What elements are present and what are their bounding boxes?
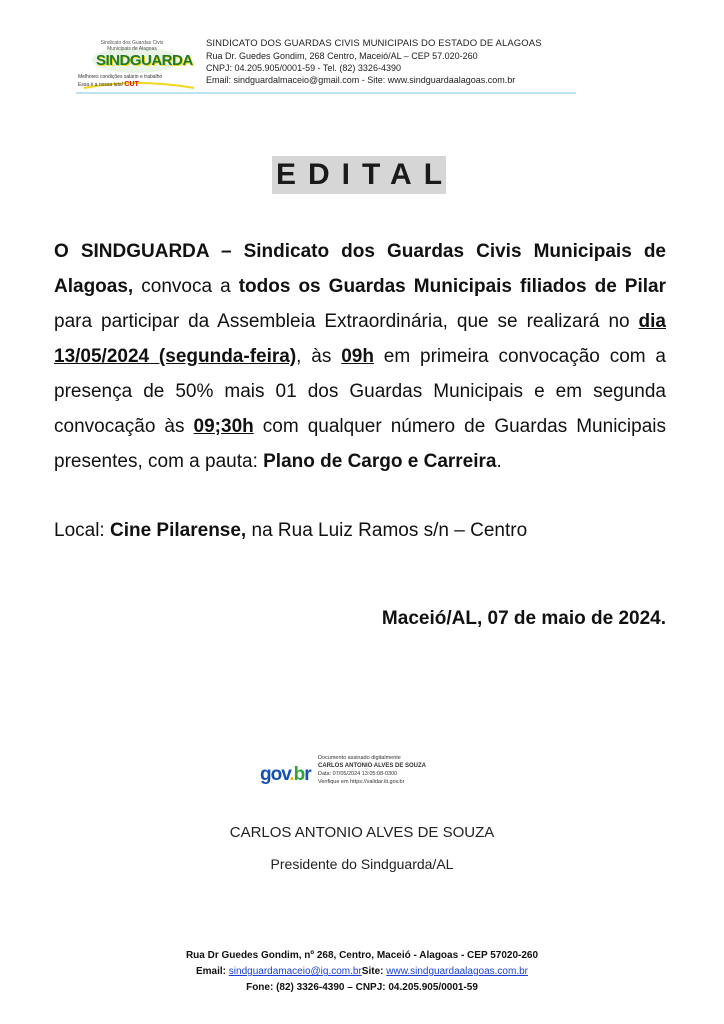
logo-slogan (78, 74, 198, 89)
logo-top-text: Sindicato dos Guardas Civis Municipais de Alagoas (100, 40, 164, 52)
body-text-c: , às (296, 346, 342, 367)
footer-site-link[interactable]: www.sindguardaalagoas.com.br (386, 966, 528, 977)
body-text-e: com qualquer número de Guardas Municipais presentes, com a pauta: (54, 416, 666, 472)
signature-date: Data: 07/05/2024 13:05:08-0300 (318, 771, 398, 777)
footer (0, 948, 724, 996)
body-text-b: para participar da Assembleia Extraordinária, que se realizará no (54, 311, 639, 332)
body-org: O SINDGUARDA – Sindicato dos Guardas Civis Municipais de Alagoas, (54, 241, 666, 297)
dateline: Maceió/AL, 07 de maio de 2024. (381, 608, 666, 629)
govbr-logo: gov.br (260, 764, 311, 785)
letterhead (76, 34, 586, 96)
footer-address: Rua Dr Guedes Gondim, nº 268, Centro, Maceió - Alagoas - CEP 57020-260 (185, 950, 539, 961)
signature-verify-link[interactable]: Verifique em https://validar.iti.gov.br (318, 779, 405, 785)
letterhead-divider (76, 92, 576, 94)
agenda: Plano de Cargo e Carreira (263, 451, 497, 472)
location-label: Local: (54, 520, 110, 541)
signature-signer: CARLOS ANTONIO ALVES DE SOUZA (318, 763, 427, 769)
footer-contact: Email: sindguardamaceio@ig.com.brSite: www.sindguardaalagoas.com.br (196, 966, 528, 977)
logo-slogan-line2: Essa é a nossa luta! CUT (78, 81, 139, 88)
body-text-end: . (496, 451, 502, 472)
body-text-d: em primeira convocação com a presença de 50% mais 01 dos Guardas Municipais e em segunda convocação às (54, 346, 666, 437)
location-place: Cine Pilarense, (109, 520, 247, 541)
letterhead-address: Rua Dr. Guedes Gondim, 268 Centro, Maceió/AL – CEP 57.020-260 (206, 51, 478, 61)
meeting-date: dia 13/05/2024 (segunda-feira) (54, 311, 666, 367)
first-call-time: 09h (341, 346, 374, 367)
signer-name: CARLOS ANTONIO ALVES DE SOUZA (229, 824, 495, 841)
letterhead-text (206, 38, 586, 86)
location-address: na Rua Luiz Ramos s/n – Centro (246, 520, 528, 541)
edital-body (54, 234, 666, 479)
signer-role: Presidente do Sindguarda/AL (270, 856, 454, 872)
body-text-a: convoca a (133, 276, 239, 297)
letterhead-contact: Email: sindguardalmaceio@gmail.com - Site: www.sindguardaalagoas.com.br (206, 75, 516, 85)
letterhead-title: SINDICATO DOS GUARDAS CIVIS MUNICIPAIS DO ESTADO DE ALAGOAS (206, 38, 542, 49)
digital-signature-stamp (260, 752, 450, 798)
document-title: EDITAL (275, 158, 455, 191)
letterhead-cnpj: CNPJ: 04.205.905/0001-59 - Tel. (82) 3326-4390 (206, 63, 401, 73)
signature-label: Documento assinado digitalmente (318, 755, 401, 761)
body-target: todos os Guardas Municipais filiados de Pilar (238, 276, 667, 297)
signature-details (318, 754, 450, 786)
second-call-time: 09;30h (193, 416, 254, 437)
logo-slogan-line1: Melhores condições salário e trabalho (78, 74, 163, 80)
cut-logo: CUT (124, 81, 139, 88)
footer-email-link[interactable]: sindguardamaceio@ig.com.br (228, 966, 362, 977)
sindguarda-logo (76, 34, 198, 94)
document-title-box (272, 156, 455, 194)
footer-phone: Fone: (82) 3326-4390 – CNPJ: 04.205.905/0001-59 (246, 982, 478, 993)
logo-name: SINDGUARDA (96, 52, 193, 69)
meeting-location (54, 513, 527, 548)
